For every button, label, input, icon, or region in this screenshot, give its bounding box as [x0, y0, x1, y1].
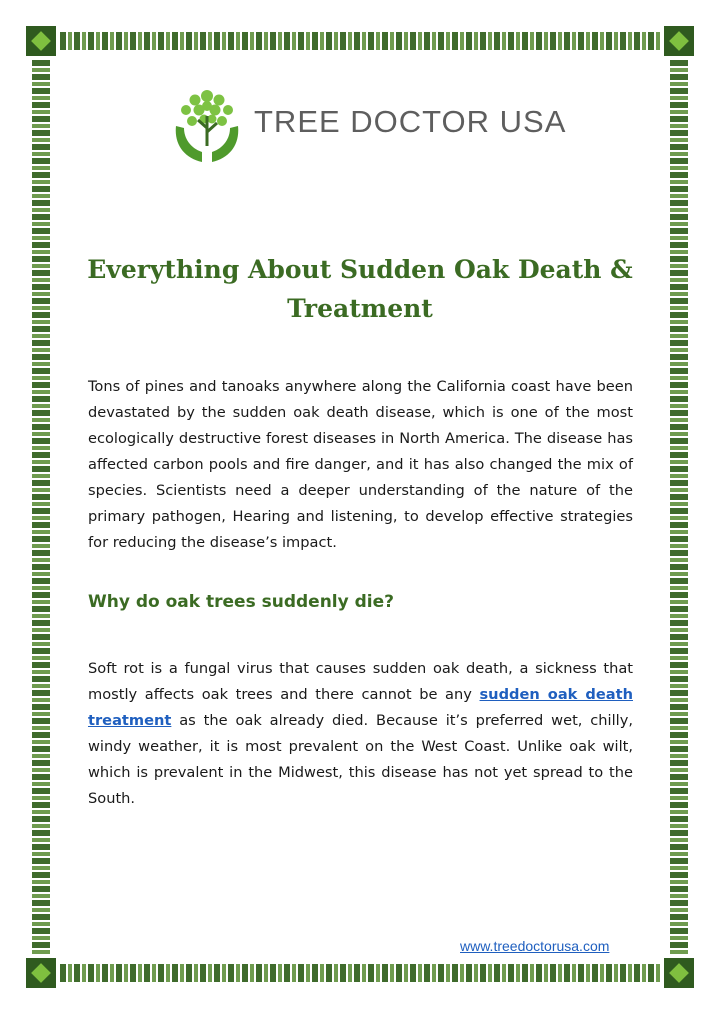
decorative-border-left: [32, 32, 50, 982]
corner-ornament-icon: [662, 24, 696, 58]
section-heading: Why do oak trees suddenly die?: [88, 592, 395, 612]
corner-ornament-icon: [662, 956, 696, 990]
decorative-border-bottom: [32, 964, 688, 982]
website-link[interactable]: www.treedoctorusa.com: [460, 938, 610, 954]
tree-hands-icon: [168, 86, 246, 172]
page-title: Everything About Sudden Oak Death & Treatment: [87, 255, 633, 323]
section-text: Soft rot is a fungal virus that causes sudden oak death, a sickness that mostly affects oak trees and there cannot be any: [88, 660, 633, 703]
corner-ornament-icon: [24, 956, 58, 990]
decorative-border-right: [670, 32, 688, 982]
brand-name: TREE DOCTOR USA: [254, 104, 567, 139]
intro-paragraph: Tons of pines and tanoaks anywhere along the California coast have been devastated by the sudden oak death disease, which is one of the most ecologically destructive forest diseases in North America. The disease has affected carbon pools and fire danger, and it has also changed the mix of species. Scientists need a deeper understanding of the nature of the primary pathogen, Hearing and listening, to develop effective strategies for reducing the disease’s impact.: [88, 378, 633, 551]
decorative-border-top: [32, 32, 688, 50]
corner-ornament-icon: [24, 24, 58, 58]
brand-logo: [168, 86, 588, 172]
section-text: as the oak already died. Because it’s preferred wet, chilly, windy weather, it is most prevalent on the West Coast. Unlike oak wilt, which is prevalent in the Midwest, this disease has not yet spread to the South.: [88, 712, 633, 807]
sudden-oak-death-treatment-link[interactable]: sudden oak death treatment: [88, 686, 633, 729]
section-paragraph: [88, 656, 633, 812]
